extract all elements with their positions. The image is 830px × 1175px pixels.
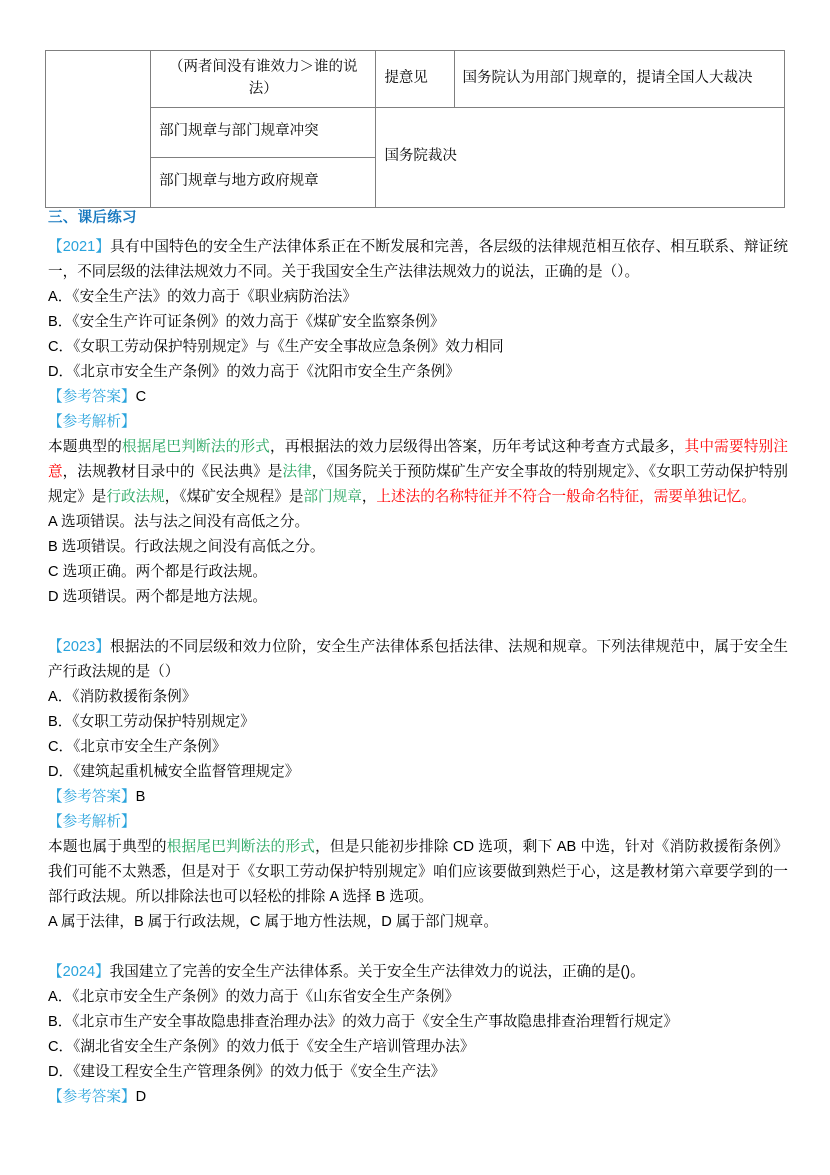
year-marker-2021: 【2021】 [48,239,111,256]
option-2021-c: C．《女职工劳动保护特别规定》与《生产安全事故应急条例》效力相同 [48,339,504,356]
option-note-2021-c: C 选项正确。两个都是行政法规。 [48,564,267,581]
option-note-2021-b: B 选项错误。行政法规之间没有高低之分。 [48,539,325,556]
analysis-run-10: ， [361,489,377,506]
option-2023-b: B．《女职工劳动保护特别规定》 [48,714,255,731]
question-2021-stem [48,235,788,285]
table-cell-conflict-dept-dept: 部门规章与部门规章冲突 [151,107,376,157]
option-2021-d: D．《北京市安全生产条例》的效力高于《沈阳市安全生产条例》 [48,364,460,381]
analysis-label-2021-line [48,410,788,435]
answer-2023 [48,785,788,810]
analysis-run-3: 其中需要特别注意 [48,439,788,481]
analysis-run-0: 本题典型的 [48,439,123,456]
option-2024-c: C．《湖北省安全生产条例》的效力低于《安全生产培训管理办法》 [48,1039,475,1056]
analysis-run-2: ，再根据法的效力层级得出答案，历年考试这种考查方式最多， [270,439,685,456]
analysis-run-11: 上述法的名称特征并不符合一般命名特征，需要单独记忆。 [376,489,756,506]
option-2024-a: A．《北京市安全生产条例》的效力高于《山东省安全生产条例》 [48,989,460,1006]
question-2024-stem [48,960,788,985]
option-2021-a: A．《安全生产法》的效力高于《职业病防治法》 [48,289,357,306]
table-cell-category-blank [46,51,151,208]
analysis-run-2: ，但是只能初步排除 CD 选项，剩下 AB 中选，针对《消防救援衔条例》我们可能不太熟悉，但是对于《女职工劳动保护特别规定》咱们应该要做到熟烂于心，这是教材第六章要学到的一部行政法规。所以排除法也可以轻松的排除 A 选择 B 选项。 [48,839,788,906]
analysis-2021-body [48,435,788,510]
analysis-run-6: ，《国务院关于预防煤矿生产安全事故的特别规定》、《女职工劳动保护特别规定》是 [48,464,788,506]
spacer [48,935,788,960]
analysis-run-4: ，法规教材目录中的《民法典》是 [62,464,283,481]
option-2023-c: C．《北京市安全生产条例》 [48,739,227,756]
analysis-run-0: 本题也属于典型的 [48,839,167,856]
answer-value-2021: C [135,389,147,406]
option-2021-b: B．《安全生产许可证条例》的效力高于《煤矿安全监察条例》 [48,314,445,331]
answer-2024 [48,1085,788,1110]
page-title: 三、课后练习 [48,210,137,226]
table-cell-note-green: （两者间没有谁效力＞谁的说法） [151,51,376,108]
answer-value-2023: B [135,789,146,806]
option-2024-d: D．《建设工程安全生产管理条例》的效力低于《安全生产法》 [48,1064,446,1081]
table-cell-conflict-dept-local: 部门规章与地方政府规章 [151,157,376,207]
table-cell-action: 提意见 [376,51,454,108]
table-cell-resolution: 国务院认为用部门规章的，提请全国人大裁决 [454,51,784,108]
table-row [46,107,785,157]
option-2024-b: B．《北京市生产安全事故隐患排查治理办法》的效力高于《安全生产事故隐患排查治理暂行规定》 [48,1014,678,1031]
answer-value-2024: D [135,1089,147,1106]
answer-label-2024: 【参考答案】 [48,1089,136,1106]
answer-label-2023: 【参考答案】 [48,789,136,806]
option-2023-a: A．《消防救援衔条例》 [48,689,197,706]
option-note-2021-a: A 选项错误。法与法之间没有高低之分。 [48,514,310,531]
legal-conflict-table-wrapper [45,50,785,208]
table-cell-statecouncil-ruling: 国务院裁决 [376,107,785,207]
analysis-label-2023: 【参考解析】 [48,814,136,831]
answer-label-2021: 【参考答案】 [48,389,136,406]
question-2023-stem [48,635,788,685]
legal-conflict-table [45,50,785,208]
question-2023-stem-text: 根据法的不同层级和效力位阶，安全生产法律体系包括法律、法规和规章。下列法律规范中，属于安全生产行政法规的是（） [48,639,788,681]
analysis-run-1: 根据尾巴判断法的形式 [166,839,316,856]
analysis-run-5: 法律 [282,464,312,481]
option-2023-d: D．《建筑起重机械安全监督管理规定》 [48,764,300,781]
year-marker-2024: 【2024】 [48,964,110,981]
analysis-run-7: 行政法规 [106,489,165,506]
year-marker-2023: 【2023】 [48,639,111,656]
analysis-2023-body [48,835,788,910]
spacer [48,610,788,635]
question-2024-stem-text: 我国建立了完善的安全生产法律体系。关于安全生产法律效力的说法，正确的是()。 [109,964,645,981]
analysis-run-8: ，《煤矿安全规程》是 [164,489,304,506]
table-row [46,51,785,108]
exercise-content [48,207,788,1110]
question-2021-stem-text: 具有中国特色的安全生产法律体系正在不断发展和完善，各层级的法律规范相互依存、相互联系、辩证统一，不同层级的法律法规效力不同。关于我国安全生产法律法规效力的说法，正确的是（）。 [48,239,788,281]
analysis-label-2021: 【参考解析】 [48,414,136,431]
analysis-label-2023-line [48,810,788,835]
analysis-run-1: 根据尾巴判断法的形式 [122,439,271,456]
option-note-2021-d: D 选项错误。两个都是地方法规。 [48,589,267,606]
answer-2021 [48,385,788,410]
analysis-run-9: 部门规章 [303,489,362,506]
option-note-2023-all: A 属于法律，B 属于行政法规，C 属于地方性法规，D 属于部门规章。 [48,914,498,931]
